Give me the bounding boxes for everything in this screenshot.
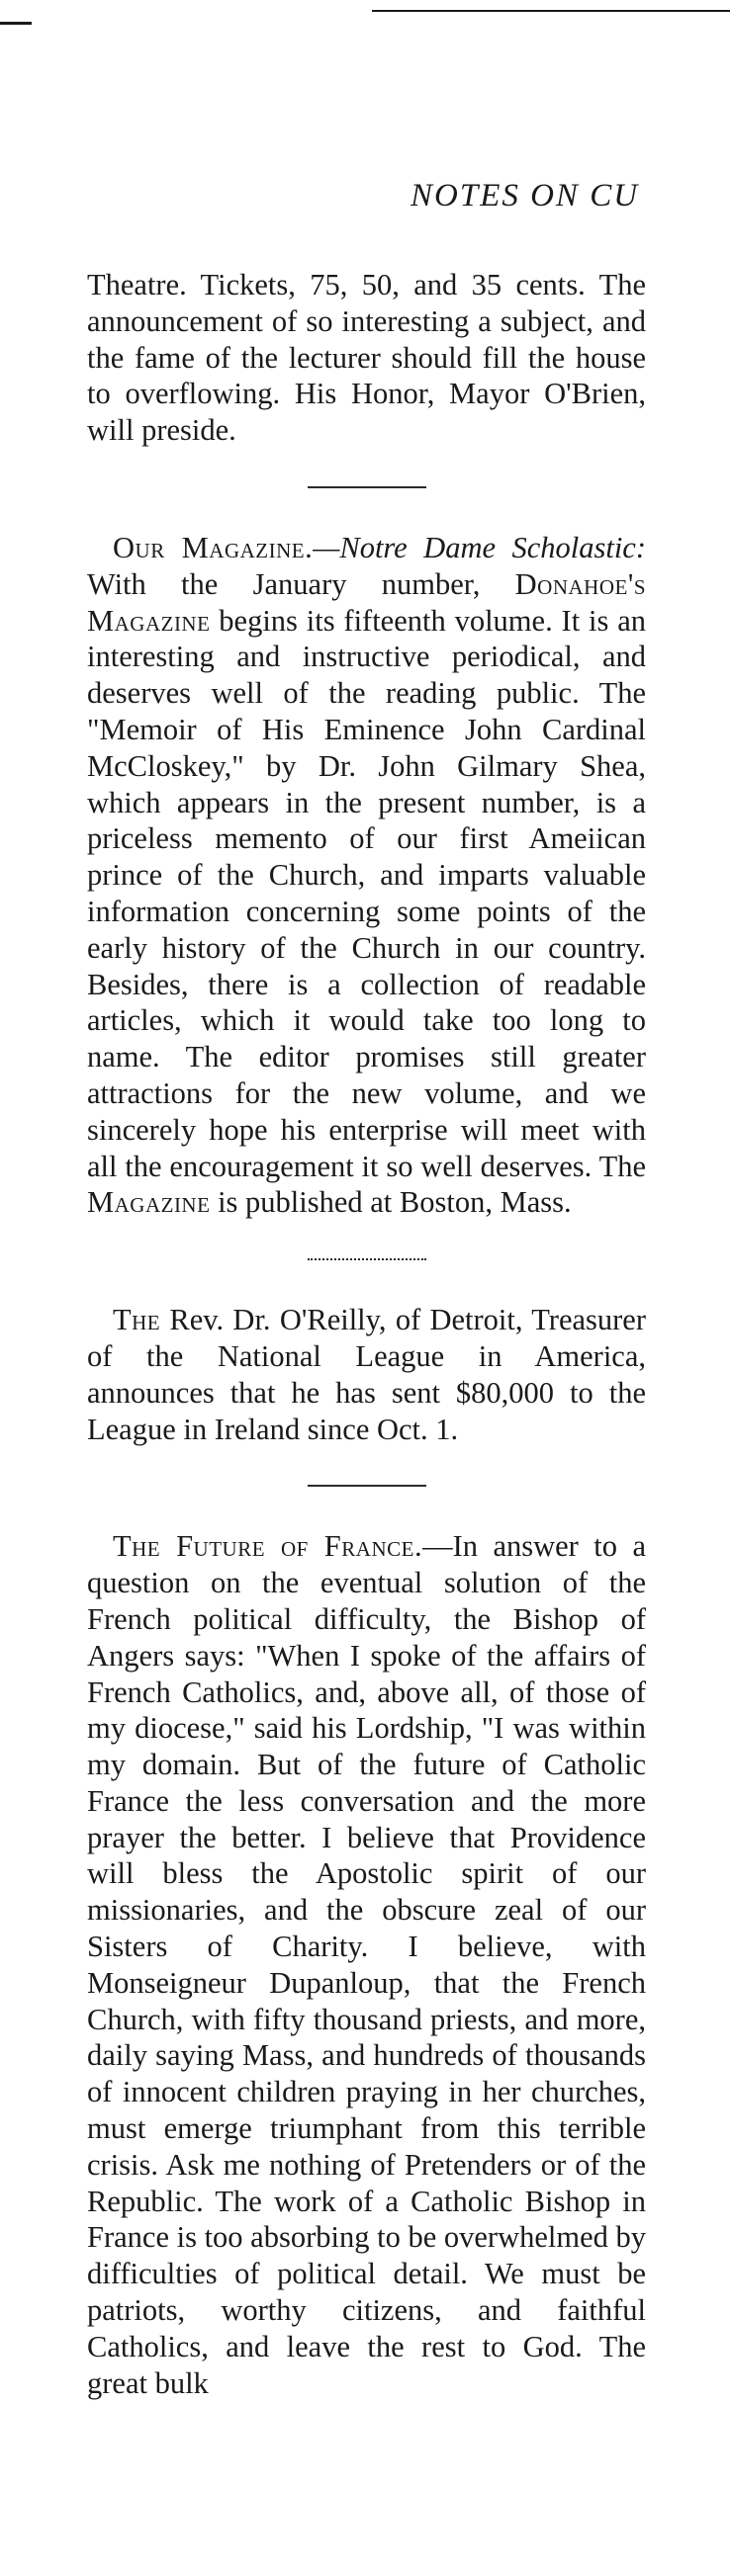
running-head: NOTES ON CU: [411, 178, 640, 214]
source-notre-dame: —Notre Dame Scholastic:: [313, 530, 646, 564]
magazine-name: Donahoe's Magazine: [87, 566, 646, 638]
top-right-rule: [372, 10, 730, 12]
lead-our-magazine: Our Magazine.: [113, 530, 314, 564]
oreilly-text: Rev. Dr. O'Reilly, of Detroit, Treasurer of the National League in America, announces that he has sent $80,000 to the League in Ireland since Oct. 1.: [87, 1303, 646, 1446]
section-separator: [308, 1485, 426, 1487]
magazine-name-short: Magazine: [87, 1185, 211, 1220]
section-separator: [308, 486, 426, 488]
paragraph-oreilly: [87, 1302, 646, 1447]
lead-the: The: [113, 1303, 161, 1337]
top-left-rule: [0, 22, 32, 25]
france-text: —In answer to a question on the eventual solution of the French political difficulty, the Bishop of Angers says: "When I spoke of the affairs of French Catholics, and, above all, of those of my diocese," said his Lordship, "I was within my domain. But of the future of Catholic France the less conversation and the more prayer the better. I believe that Providence will bless the Apostolic spirit of our missionaries, and the obscure zeal of our Sisters of Charity. I believe, with Monseigneur Dupanloup, that the French Church, with fifty thousand priests, and more, daily saying Mass, and hundreds of thousands of innocent children praying in her churches, must emerge triumphant from this terrible crisis. Ask me nothing of Pretenders or of the Republic. The work of a Catholic Bishop in France is too absorbing to be overwhelmed by difficulties of political detail. We must be patriots, worthy citizens, and faithful Catholics, and leave the rest to God. The great bulk: [87, 1529, 647, 2400]
paragraph-our-magazine: [87, 530, 646, 1221]
magazine-text-2: begins its fifteenth volume. It is an interesting and instructive periodical, and deserves well of the reading public. The "Memoir of His Eminence John Cardinal McCloskey," by Dr. John Gilmary Shea, which appears in the present number, is a priceless memento of our first Ameiican prince of the Church, and imparts valuable information concerning some points of the early history of the Church in our country. Besides, there is a collection of readable articles, which it would take too long to name. The editor promises still greater attractions for the new volume, and we sincerely hope his enterprise will meet with all the encouragement it so well deserves. The: [87, 603, 646, 1183]
section-separator: [308, 1258, 426, 1260]
paragraph-theatre: Theatre. Tickets, 75, 50, and 35 cents. The announcement of so interesting a subject, and the fame of the lecturer should fill the house to overflowing. His Honor, Mayor O'Brien, will preside.: [87, 268, 646, 448]
magazine-text-3: is published at Boston, Mass.: [210, 1185, 572, 1220]
text-column: [87, 267, 646, 2401]
lead-future-of-france: The Future of France.: [113, 1529, 423, 1564]
paragraph-future-of-france: [87, 1528, 646, 2401]
magazine-text-1: With the January number,: [87, 566, 515, 601]
